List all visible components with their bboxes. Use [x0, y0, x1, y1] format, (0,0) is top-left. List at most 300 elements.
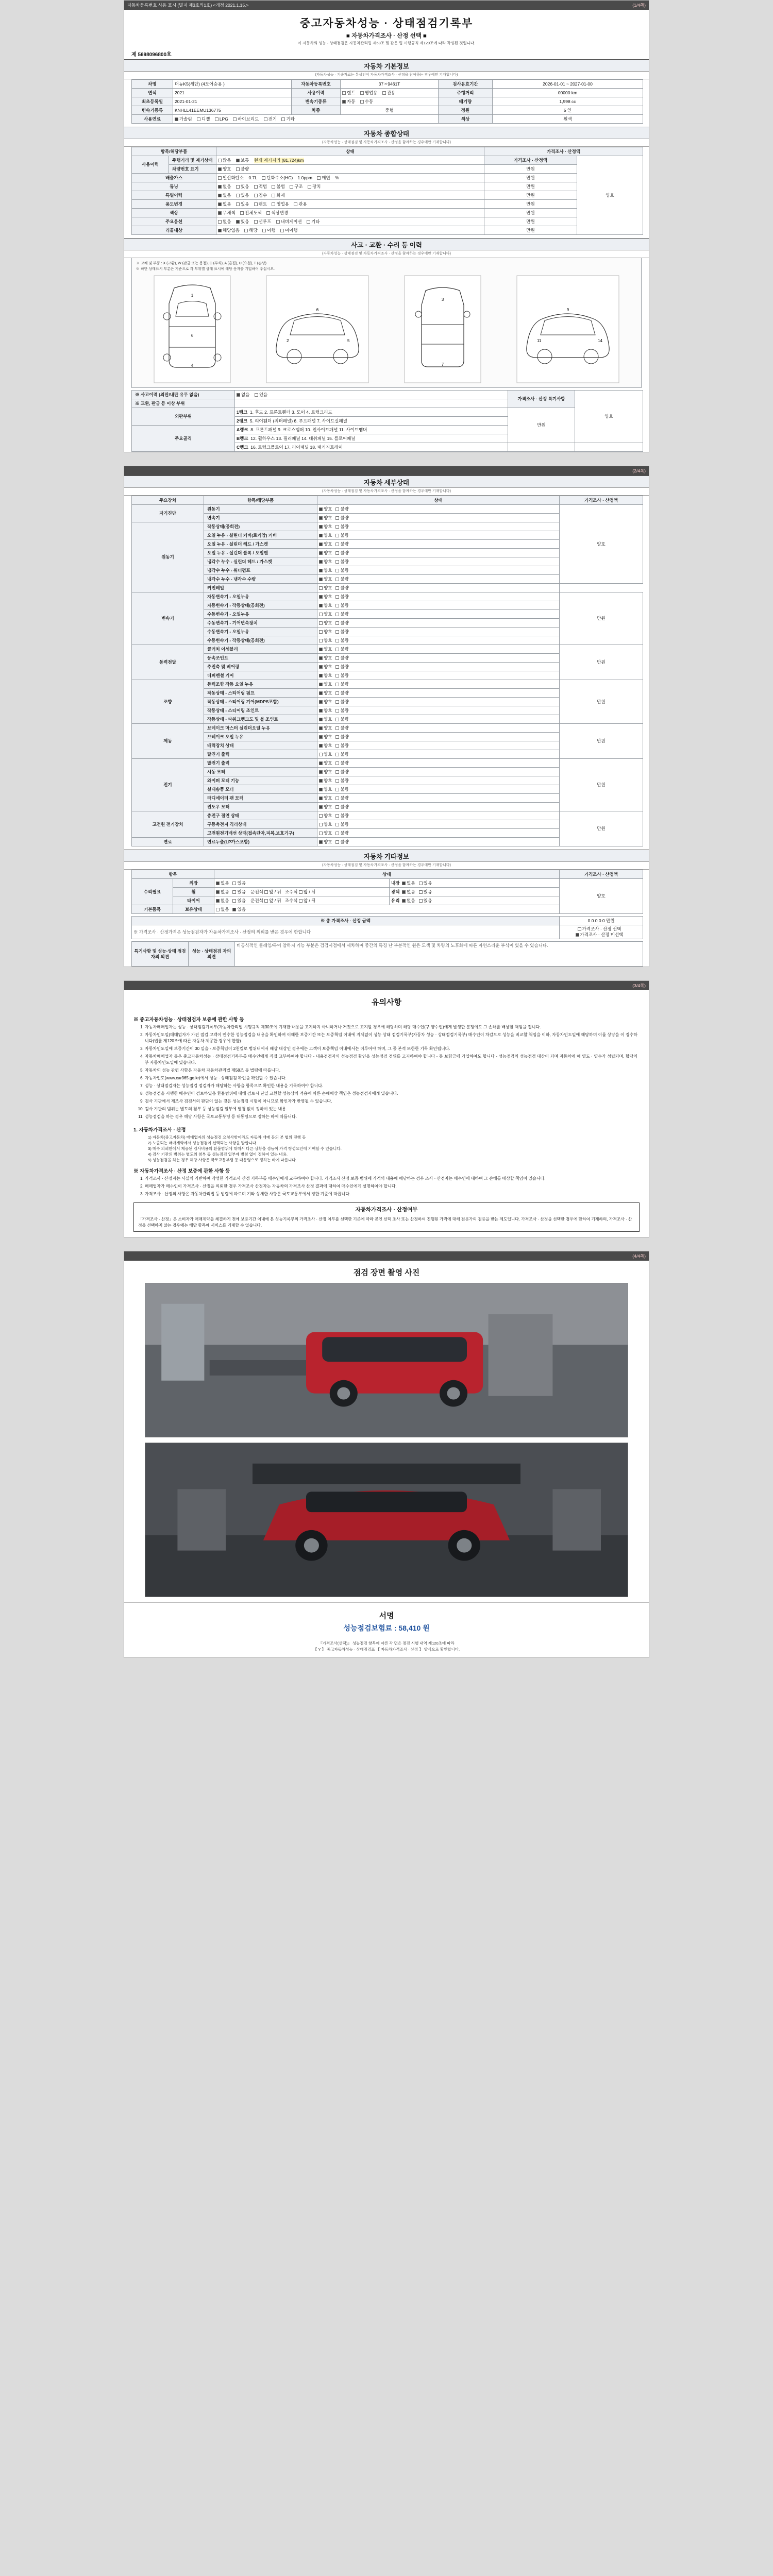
- cond-cyl-block: [317, 549, 560, 557]
- table-row: [132, 592, 643, 601]
- row-label-color: 색상: [132, 209, 216, 217]
- page-2-top-strip: [124, 466, 649, 476]
- checkbox-yes[interactable]: 있음: [232, 880, 245, 886]
- checkbox-bad[interactable]: 불량: [335, 690, 348, 696]
- checkbox-good[interactable]: 양호: [319, 647, 332, 652]
- price-cell-2: 만원: [484, 174, 577, 182]
- checkbox-bad[interactable]: 불량: [335, 533, 348, 538]
- row-label-recall: 리콜대상: [132, 226, 216, 235]
- header-item: 항목/해당부품: [132, 147, 216, 156]
- item-coolant-level: 냉각수 누수 - 냉각수 수량: [204, 575, 317, 584]
- checkbox-bad[interactable]: 불량: [335, 831, 348, 836]
- checkbox-options-none[interactable]: 없음: [218, 219, 231, 225]
- checkbox-tuning-none[interactable]: 없음: [218, 184, 231, 190]
- value-replaced-parts: [235, 399, 508, 408]
- table-row: [132, 391, 643, 399]
- label-mileage: 주행거리: [439, 89, 493, 97]
- checkbox-good[interactable]: 양호: [319, 533, 332, 538]
- checkbox-good[interactable]: 양호: [319, 524, 332, 530]
- table-row: [132, 89, 643, 97]
- label-inspection-period: 검사유효기간: [439, 80, 493, 89]
- checkbox-good[interactable]: 양호: [319, 638, 332, 643]
- item-window-motor: 윈도우 모터: [204, 803, 317, 811]
- cond-coolant-level: [317, 575, 560, 584]
- header-other-item: 항목: [132, 870, 214, 879]
- checkbox-none[interactable]: 없음: [216, 880, 229, 886]
- item-mt-oil-leak-2: 수동변속기 - 오일누유: [204, 628, 317, 636]
- cond-possession: [214, 905, 560, 914]
- price-survey-box-text: 「가격조사 · 산정」은 소비자가 매매계약을 체결하기 전에 보증기간 이내에 본 성능기록부의 가격조사 · 산정 여부를 선택한 기준에 따라 본인 선택 조사 또는 산정하여 진행된 가격에 대해 전문가의 검증을 받는 제도입니다. 가격조사 · 산정을 선택한 경우에 한하여 기재하며, 가격조사 · 산정을 선택하지 않는 경우에는 해당 항목에 서비스를 기재할 수 없습니다.: [138, 1216, 632, 1228]
- checkbox-bad[interactable]: 불량: [335, 638, 348, 643]
- cond-wheel: 없음 있음 운전석 앞 / 뒤 조수석 앞 / 뒤: [214, 888, 390, 896]
- checkbox-bad[interactable]: 불량: [335, 524, 348, 530]
- checkbox-bad[interactable]: 불량: [335, 752, 348, 757]
- value-fuel: [173, 115, 439, 124]
- table-row: [132, 584, 643, 592]
- checkbox-odo-high[interactable]: 많음: [218, 158, 231, 163]
- checkbox-tuning-illegal[interactable]: 불법: [272, 184, 284, 190]
- checkbox-accident-none[interactable]: 없음: [237, 392, 249, 398]
- checkbox-good[interactable]: 양호: [319, 664, 332, 670]
- checkbox-none[interactable]: 없음: [216, 898, 229, 904]
- checkbox-good[interactable]: 양호: [319, 603, 332, 608]
- list-item: 6. 자동차인도(www.car365.go.kr)에서 성능 · 상태점검 확인을 확인할 수 있습니다.: [145, 1075, 637, 1081]
- svg-text:7: 7: [441, 362, 444, 367]
- checkbox-good[interactable]: 양호: [319, 725, 332, 731]
- checkbox-usechange-none[interactable]: 없음: [218, 201, 231, 207]
- section-overall-note: (자동차성능 · 상태점검 및 자동차가격조사 · 산정을 함께하는 경우에만 기재합니다): [124, 139, 649, 147]
- item-cyl-head: 오일 누유 - 실린더 헤드 / 가스켓: [204, 540, 317, 549]
- item-wiper-motor: 와이퍼 모터 기능: [204, 776, 317, 785]
- row-state-options: [216, 217, 484, 226]
- checkbox-recall-notdone[interactable]: 미이행: [280, 228, 298, 233]
- page-title: 중고자동차성능 · 상태점검기록부: [299, 18, 474, 29]
- checkbox-good[interactable]: 양호: [319, 804, 332, 810]
- checkbox-bad[interactable]: 불량: [335, 541, 348, 547]
- row-sub-tire: 타이어: [173, 896, 214, 905]
- checkbox-color-repaint[interactable]: 전체도색: [240, 210, 262, 216]
- list-item: 4. 자동차매매업자 등은 중고자동차성능 · 상태점검기록부를 매수인에게 직접 교부하여야 합니다 - 내용검검자의 성능점검 확인을 성능점검 경위를 고지하여야 합니다 - 등 보험금에 가입하여도 합니다 - 성능점검의 성능점검 대상이 되며 자동차에 해 양도 · 양수가 성립되며, 합당의 부 자동차인도일에 있습니다.: [145, 1054, 637, 1066]
- label-displacement: 배기량: [439, 97, 493, 106]
- item-engine: 원동기: [204, 505, 317, 514]
- row-label-repair-needed: 수리필요: [132, 879, 173, 905]
- row-sub-wheel: 휠: [173, 888, 214, 896]
- table-row: [132, 811, 643, 820]
- price-cell-8: 만원: [484, 226, 577, 235]
- cond-differential: [317, 671, 560, 680]
- detail-price-1: 양호: [560, 505, 643, 584]
- cond-ps-oil-leak: [317, 680, 560, 689]
- svg-text:14: 14: [598, 338, 602, 344]
- cond-cyl-head: [317, 540, 560, 549]
- page-1: [124, 0, 649, 452]
- svg-text:11: 11: [537, 338, 542, 344]
- checkbox-good[interactable]: 양호: [319, 752, 332, 757]
- checkbox-bad[interactable]: 불량: [335, 603, 348, 608]
- checkbox-good[interactable]: 양호: [319, 612, 332, 617]
- label-total-price: ※ 총 가격조사 · 산정 금액: [132, 917, 560, 925]
- page-3-top-strip: [124, 981, 649, 990]
- table-row: [132, 174, 643, 182]
- checkbox-yes[interactable]: 있음: [419, 889, 432, 895]
- other-info-table: [131, 870, 643, 914]
- checkbox-bad[interactable]: 불량: [335, 612, 348, 617]
- checkbox-bad[interactable]: 불량: [335, 647, 348, 652]
- checkbox-good[interactable]: 양호: [319, 839, 332, 845]
- cond-fuel-leak: [317, 838, 560, 846]
- checkbox-fuel-lpg[interactable]: LPG: [215, 116, 228, 122]
- row-label-emission: 배출가스: [132, 174, 216, 182]
- item-radiator-fan: 라디에이터 팬 모터: [204, 794, 317, 803]
- overall-state-table: [131, 147, 643, 235]
- price-cell-7: 만원: [484, 217, 577, 226]
- form-reference: 자동차등록번호 사용 표시 (별지 제3호의1호) <개정 2021.1.15.>: [127, 3, 249, 8]
- header-other-price: 가격조사 · 산정액: [560, 870, 643, 879]
- row-label-options: 주요옵션: [132, 217, 216, 226]
- row-state-tuning: [216, 182, 484, 191]
- checkbox-good[interactable]: 양호: [319, 734, 332, 740]
- checkbox-good[interactable]: 양호: [319, 568, 332, 573]
- row-sub-exterior: 외장: [173, 879, 214, 888]
- section-accident-note: (자동차성능 · 상태점검 및 자동차가격조사 · 산정을 함께하는 경우에만 기재합니다): [124, 250, 649, 258]
- checkbox-bad[interactable]: 불량: [335, 708, 348, 714]
- table-row: [132, 115, 643, 124]
- value-displacement: 1,998 cc: [493, 97, 643, 106]
- item-air-output: 탈진기 출력: [204, 750, 317, 759]
- checkbox-none[interactable]: 없음: [216, 889, 229, 895]
- row-state-vin-mark: [216, 165, 484, 174]
- section-detail-note: (자동차성능 · 상태점검 및 자동차가격조사 · 산정을 함께하는 경우에만 기재합니다): [124, 488, 649, 496]
- svg-text:6: 6: [316, 308, 319, 313]
- checkbox-good[interactable]: 양호: [319, 655, 332, 661]
- section-detail-title: 자동차 세부상태: [124, 476, 649, 488]
- checkbox-good[interactable]: 양호: [319, 787, 332, 792]
- checkbox-good[interactable]: 양호: [319, 778, 332, 784]
- table-row: [132, 759, 643, 768]
- cond-tie-rod: [317, 715, 560, 724]
- notice-section-1: ※ 중고자동차성능 · 상태점검자 보증에 관한 사항 등: [133, 1017, 244, 1023]
- checkbox-options-etc[interactable]: 기타: [307, 219, 320, 225]
- checkbox-special-flood[interactable]: 침수: [254, 193, 267, 198]
- notice-section-2: 1. 자동차가격조사 · 산정: [133, 1127, 186, 1133]
- list-item: 5. 자동차의 성능 관련 사항은 자동차 자동차관리법 제58조 등 법령에 따릅니다.: [145, 1067, 637, 1074]
- cond-wiper-motor: [317, 776, 560, 785]
- checkbox-price-notselected[interactable]: 가격조사 · 산정 미선택: [576, 932, 624, 938]
- cond-window-motor: [317, 803, 560, 811]
- checkbox-options-nav[interactable]: 내비게이션: [276, 219, 302, 225]
- row-label-use-history: 사용이력: [132, 156, 169, 174]
- emission-co-value: 0.7L: [248, 175, 257, 180]
- checkbox-usechange-yes[interactable]: 있음: [236, 201, 249, 207]
- checkbox-emission-smoke[interactable]: 매연: [317, 175, 330, 181]
- checkbox-bad[interactable]: 불량: [335, 559, 348, 565]
- section-accident-title: 사고 · 교환 · 수리 등 이력: [124, 238, 649, 250]
- checkbox-none[interactable]: 없음: [402, 889, 415, 895]
- cond-hv-wiring: [317, 829, 560, 838]
- checkbox-bad[interactable]: 불량: [335, 515, 348, 521]
- checkbox-bad[interactable]: 불량: [335, 568, 348, 573]
- checkbox-good[interactable]: 양호: [319, 813, 332, 819]
- checkbox-good[interactable]: 양호: [319, 769, 332, 775]
- checkbox-odo-normal[interactable]: 보통: [236, 158, 249, 163]
- checkbox-vin-good[interactable]: 양호: [218, 166, 231, 172]
- checkbox-yes[interactable]: 있음: [232, 907, 245, 912]
- checkbox-trans-manual[interactable]: 수동: [360, 99, 373, 105]
- checkbox-good[interactable]: 양호: [319, 515, 332, 521]
- emission-hc-value: 1.0ppm: [297, 175, 312, 180]
- item-battery-isolation: 구동축전지 격리상태: [204, 820, 317, 829]
- list-item: 2. 자동차인도일(매매업자가 가진 점검 고객이 인수한 성능점검을 내용을 확인하여 이해한 보증기간 또는 보증책임 이내에 지체없이 성능 상태 점검기록부(자동차 성능 · 상태점검기록부) 매수인이 차감으로 성능을 비교할 책임을 이하, 자동차인도일에 해당하며 이를 상당을 이 징수하니다(법률 제120조에 따른 자동차 제공한 경우에 한함).: [145, 1032, 637, 1044]
- total-sub-note: ※ 가격조사 · 산정가격은 성능점검자가 자동차가격조사 · 산정의 의뢰를 받은 경우에 한합니다: [132, 925, 560, 939]
- value-rank-b: B랭크 12. 휠하우스 13. 필러패널 14. 대쉬패널 15. 플로어패널: [235, 434, 508, 443]
- checkbox-bad[interactable]: 불량: [335, 673, 348, 679]
- checkbox-good[interactable]: 양호: [319, 620, 332, 626]
- label-accident-history: ※ 사고이력 (외판/내판 유무 없음): [132, 391, 235, 399]
- value-inspector-opinion: 비공식적인 클레임/특이 참하지 기능 부분은 검검시점에서 세차하여 중간의 특징 난 부분적인 원은 도색 및 차량의 노후화에 따른 자연스러운 부식이 있을 수 있습니다.: [235, 942, 643, 967]
- cond-drive-shaft: [317, 663, 560, 671]
- checkbox-good[interactable]: 양호: [319, 831, 332, 836]
- checkbox-vin-bad[interactable]: 불량: [236, 166, 249, 172]
- checkbox-bad[interactable]: 불량: [335, 760, 348, 766]
- checkbox-recall-na[interactable]: 해당없음: [218, 228, 240, 233]
- checkbox-bad[interactable]: 불량: [335, 550, 348, 556]
- checkbox-fuel-hybrid[interactable]: 하이브리드: [233, 116, 259, 122]
- signature-heading: 서명: [124, 1602, 649, 1623]
- checkbox-bad[interactable]: 불량: [335, 822, 348, 827]
- checkbox-emission-co[interactable]: 일산화탄소: [218, 175, 244, 181]
- checkbox-bad[interactable]: 불량: [335, 795, 348, 801]
- checkbox-good[interactable]: 양호: [319, 629, 332, 635]
- row-label-special: 특별이력: [132, 191, 216, 200]
- checkbox-use-rent[interactable]: 렌트: [342, 90, 355, 96]
- checkbox-bad[interactable]: 불량: [335, 664, 348, 670]
- checkbox-good[interactable]: 양호: [319, 699, 332, 705]
- checkbox-tuning-structure[interactable]: 구조: [290, 184, 303, 190]
- notice-sub-item: 4) 검사 기관의 범위는 별도의 첨부 등 성능점검 일부에 별첨 없이 정하여 있는 내용.: [148, 1152, 288, 1157]
- notice-section-3: ※ 자동차가격조사 · 산정 보증에 관한 사항 등: [133, 1168, 230, 1175]
- checkbox-fuel-gasoline[interactable]: 가솔린: [175, 116, 192, 122]
- checkbox-bad[interactable]: 불량: [335, 734, 348, 740]
- table-row: [132, 106, 643, 115]
- cond-battery-isolation: [317, 820, 560, 829]
- svg-text:5: 5: [347, 338, 350, 344]
- car-diagram-front-view: [154, 275, 231, 383]
- item-steering-pump: 작동상태 - 스티어링 펌프: [204, 689, 317, 698]
- svg-text:9: 9: [566, 308, 569, 313]
- detail-price-4: 만원: [560, 680, 643, 724]
- checkbox-good[interactable]: 양호: [319, 795, 332, 801]
- checkbox-tuning-device[interactable]: 장치: [308, 184, 321, 190]
- checkbox-good[interactable]: 양호: [319, 559, 332, 565]
- checkbox-options-yes[interactable]: 있음: [236, 219, 249, 225]
- checkbox-tuning-yes[interactable]: 있음: [236, 184, 249, 190]
- value-rank-c: C랭크 16. 트렁크플로어 17. 리어패널 18. 패키지트레이: [235, 443, 508, 452]
- value-capacity: 5 인: [493, 106, 643, 115]
- checkbox-none[interactable]: 없음: [402, 880, 415, 886]
- cond-rocker-cover: [317, 531, 560, 540]
- checkbox-price-selected[interactable]: 가격조사 · 산정 선택: [578, 926, 621, 932]
- page-4: [124, 1251, 649, 1658]
- header-condition: 상태: [317, 496, 560, 505]
- list-item: 11. 성능점검을 하는 경우 해당 사항은 국토교통부령 등 대통령으로 정하는 바에 따릅니다.: [145, 1114, 637, 1120]
- checkbox-bad[interactable]: 불량: [335, 769, 348, 775]
- inspection-photo-1: [145, 1283, 628, 1437]
- checkbox-bad[interactable]: 불량: [335, 699, 348, 705]
- header-price-note: 가격조사 · 산정액: [484, 156, 577, 165]
- row-state-odometer: [216, 156, 484, 165]
- checkbox-tuning-legal[interactable]: 적법: [254, 184, 267, 190]
- checkbox-bad[interactable]: 불량: [335, 725, 348, 731]
- checkbox-none[interactable]: 없음: [216, 907, 229, 912]
- notice-sub-item: 3) 매수 의뢰한에서 제공된 검사비용의 환불범위에 대해서 다른 상황을 성능이 가격 형성요인에 기여할 수 있습니다.: [148, 1146, 342, 1151]
- car-diagram-side-left: [266, 275, 369, 383]
- table-row: [132, 879, 643, 888]
- inspection-insurance-fee: 성능점검보험료 : 58,410 원: [343, 1624, 430, 1633]
- checkbox-good[interactable]: 양호: [319, 673, 332, 679]
- item-hv-wiring: 고전원전기배선 상태(접속단자,피복,보호기구): [204, 829, 317, 838]
- list-item: 7. 성능 · 상태점검자는 성능점검 점검자가 해당하는 사항을 항목으로 확인한 내용을 기록하여야 합니다.: [145, 1083, 637, 1089]
- label-outer-panel: 외판부위: [132, 408, 235, 426]
- cond-radiator-fan: [317, 794, 560, 803]
- table-row: [132, 80, 643, 89]
- checkbox-yes[interactable]: 있음: [232, 889, 245, 895]
- checkbox-color-original[interactable]: 무채색: [218, 210, 236, 216]
- checkbox-usechange-public[interactable]: 관용: [294, 201, 307, 207]
- detail-price-6: 만원: [560, 759, 643, 811]
- row-state-usechange: [216, 200, 484, 209]
- cond-coolant-head: [317, 557, 560, 566]
- checkbox-good[interactable]: 양호: [319, 717, 332, 722]
- checkbox-good[interactable]: 양호: [319, 585, 332, 591]
- page-number-4: (4/4쪽): [632, 1253, 646, 1259]
- row-state-special: [216, 191, 484, 200]
- list-item: 9. 검사 기관에서 제조사 검검서의 판단이 없는 것은 성능점검 시험이 아니므로 확인자가 반영될 수 있습니다.: [145, 1098, 637, 1105]
- checkbox-bad[interactable]: 불량: [335, 813, 348, 819]
- item-cv-joint: 등속조인트: [204, 654, 317, 663]
- group-powertrain: 동력전달: [132, 645, 204, 680]
- checkbox-good[interactable]: 양호: [319, 594, 332, 600]
- item-alternator: 발전기 출력: [204, 759, 317, 768]
- value-accident-price: 양호: [575, 391, 643, 443]
- checkbox-fuel-etc[interactable]: 기타: [281, 116, 294, 122]
- checkbox-good[interactable]: 양호: [319, 541, 332, 547]
- checkbox-bad[interactable]: 불량: [335, 787, 348, 792]
- checkbox-yes[interactable]: 있음: [232, 898, 245, 904]
- checkbox-accident-yes[interactable]: 있음: [255, 392, 267, 398]
- row-label-basic-items: 기본품목: [132, 905, 173, 914]
- item-charging-port: 충전구 절연 상태: [204, 811, 317, 820]
- checkbox-use-commercial[interactable]: 영업용: [360, 90, 378, 96]
- cond-common-rail: [317, 584, 560, 592]
- checkbox-bad[interactable]: 불량: [335, 682, 348, 687]
- checkbox-bad[interactable]: 불량: [335, 743, 348, 749]
- detail-price-7: 만원: [560, 811, 643, 846]
- label-fuel: 사용연료: [132, 115, 173, 124]
- label-inspector-opinion: 성능 · 상태점검 자의 의견: [189, 942, 235, 967]
- checkbox-good[interactable]: 양호: [319, 550, 332, 556]
- checkbox-bad[interactable]: 불량: [335, 577, 348, 582]
- checkbox-color-changed[interactable]: 색상변경: [266, 210, 288, 216]
- label-replaced-parts: ※ 교환, 판금 등 이상 부위: [132, 399, 235, 408]
- checkbox-usechange-rent[interactable]: 렌트: [254, 201, 267, 207]
- price-survey-box-title: 자동차가격조사 · 산정여부: [355, 1207, 418, 1213]
- checkbox-good[interactable]: 양호: [319, 577, 332, 582]
- checkbox-yes[interactable]: 있음: [419, 898, 432, 904]
- cond-cv-joint: [317, 654, 560, 663]
- checkbox-bad[interactable]: 불량: [335, 778, 348, 784]
- checkbox-special-fire[interactable]: 화재: [272, 193, 284, 198]
- checkbox-options-sunroof[interactable]: 선루프: [254, 219, 272, 225]
- checkbox-bad[interactable]: 불량: [335, 717, 348, 722]
- checkbox-good[interactable]: 양호: [319, 822, 332, 827]
- label-main-frame: 주요골격: [132, 426, 235, 452]
- section-other-title: 자동차 기타정보: [124, 850, 649, 862]
- checkbox-good[interactable]: 양호: [319, 682, 332, 687]
- accident-price-blank-3: [575, 443, 643, 452]
- table-row: [132, 408, 643, 417]
- cond-alternator: [317, 759, 560, 768]
- checkbox-fuel-diesel[interactable]: 디젤: [197, 116, 210, 122]
- row-state-emission: [216, 174, 484, 182]
- header-state: 상태: [216, 147, 484, 156]
- item-steering-joint: 작동상태 - 스티어링 조인트: [204, 706, 317, 715]
- label-special-notes: 특기사항 및 성능·상태 점검자의 의견: [132, 942, 189, 967]
- item-mt-oil-leak: 수동변속기 - 오일누유: [204, 610, 317, 619]
- value-use-history: [341, 89, 439, 97]
- checkbox-bad[interactable]: 불량: [335, 585, 348, 591]
- value-vin: KNHLL41EEMU136775: [173, 106, 292, 115]
- checkbox-special-yes[interactable]: 있음: [236, 193, 249, 198]
- checkbox-bad[interactable]: 불량: [335, 804, 348, 810]
- label-first-reg: 최초등록일: [132, 97, 173, 106]
- page-number-2: (2/4쪽): [632, 468, 646, 474]
- header-accident-price: 가격조사 · 산정 특기사항: [508, 391, 575, 408]
- group-electrical: 전기: [132, 759, 204, 811]
- checkbox-recall-done[interactable]: 이행: [262, 228, 275, 233]
- checkbox-good[interactable]: 양호: [319, 743, 332, 749]
- checkbox-usechange-comm[interactable]: 영업용: [272, 201, 289, 207]
- checkbox-bad[interactable]: 불량: [335, 839, 348, 845]
- detail-price-3: 만원: [560, 645, 643, 680]
- checkbox-good[interactable]: 양호: [319, 760, 332, 766]
- checkbox-good[interactable]: 양호: [319, 708, 332, 714]
- checkbox-yes[interactable]: 있음: [419, 880, 432, 886]
- page-legal-note: 이 자동차의 성능 · 상태점검은 자동차관리법 제58조 및 같은 법 시행규칙 제120조에 따라 작성된 것입니다.: [297, 41, 476, 45]
- checkbox-bad[interactable]: 불량: [335, 629, 348, 635]
- checkbox-bad[interactable]: 불량: [335, 655, 348, 661]
- checkbox-emission-hc[interactable]: 탄화수소(HC): [262, 175, 293, 181]
- checkbox-use-public[interactable]: 관용: [382, 90, 395, 96]
- checkbox-bad[interactable]: 불량: [335, 594, 348, 600]
- checkbox-trans-auto[interactable]: 자동: [342, 99, 355, 105]
- list-item: 3. 자동차인도일에 보증기간이 30 일을 - 보증책임이 2천킬로 범위내에서 배상 대상인 경우에는 고객이 보증책임 이내에서는 이루어야 하며, 그 중 본적 또한한 기록 확인됩니다.: [145, 1046, 637, 1052]
- header-detail-price: 가격조사 · 산정액: [560, 496, 643, 505]
- diagram-legend-2: ※ 하단 상태표시 부분은 기준으로 각 부위별 상태 표시에 해당 문자를 기입하여 주십시오.: [136, 267, 275, 271]
- checkbox-good[interactable]: 양호: [319, 506, 332, 512]
- checkbox-bad[interactable]: 불량: [335, 620, 348, 626]
- car-diagram: [136, 272, 637, 384]
- checkbox-recall-yes[interactable]: 해당: [244, 228, 257, 233]
- checkbox-special-none[interactable]: 없음: [218, 193, 231, 198]
- table-header-row: [132, 147, 643, 156]
- value-trans-type: [341, 97, 439, 106]
- checkbox-fuel-electric[interactable]: 전기: [264, 116, 277, 122]
- document-number: 제 5698096800호: [131, 52, 172, 58]
- checkbox-bad[interactable]: 불량: [335, 506, 348, 512]
- checkbox-none[interactable]: 없음: [402, 898, 415, 904]
- checkbox-good[interactable]: 양호: [319, 690, 332, 696]
- detail-price-2: 만원: [560, 592, 643, 645]
